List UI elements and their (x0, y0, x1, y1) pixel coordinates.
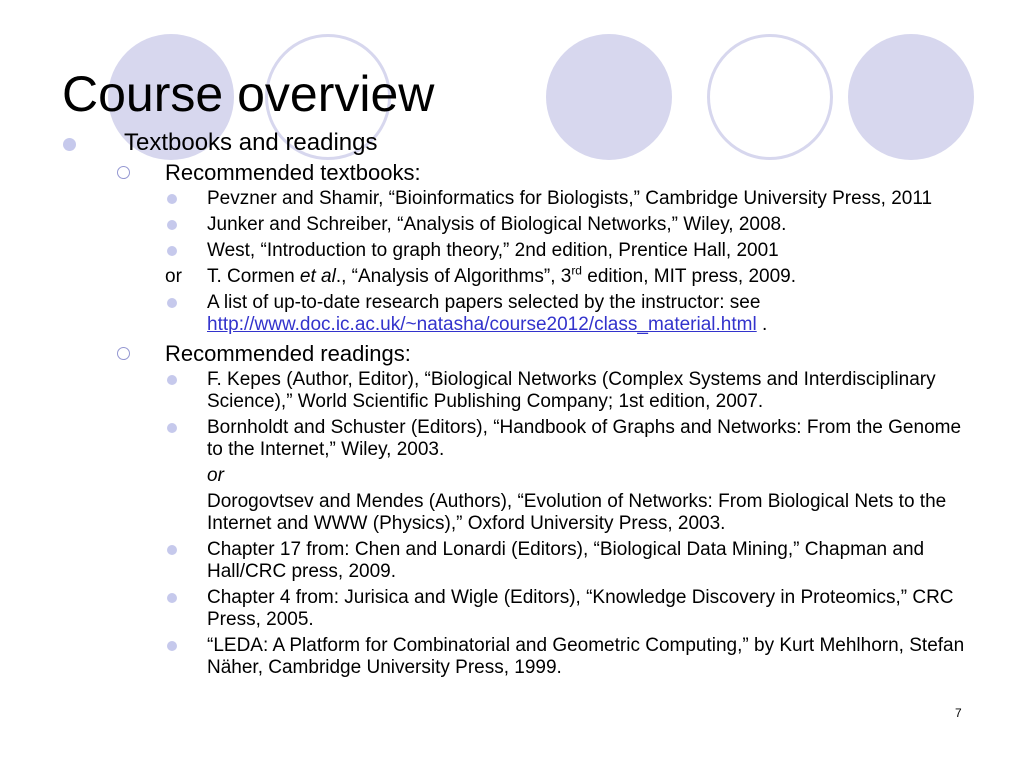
reading-item: F. Kepes (Author, Editor), “Biological Networks (Complex Systems and Interdisciplinary Science),” World Scientific Publishing Company; 1st edition, 2007. (207, 369, 936, 412)
bullet-dot-icon (63, 138, 76, 151)
bullet-dot-icon (167, 246, 177, 256)
list-item (0, 539, 1024, 583)
reading-item: Bornholdt and Schuster (Editors), “Handbook of Graphs and Networks: From the Genome to the Internet,” Wiley, 2003. (207, 417, 962, 460)
reading-alternative: Dorogovtsev and Mendes (Authors), “Evolution of Networks: From Biological Nets to the Internet and WWW (Physics),” Oxford University Press, 2003. (207, 491, 947, 534)
reading-or-line (0, 465, 1024, 487)
reading-alternative-row (0, 491, 1024, 535)
papers-text: A list of up-to-date research papers selected by the instructor: see (207, 292, 761, 313)
list-item-alternative (0, 263, 1024, 288)
bullet-dot-icon (167, 423, 177, 433)
textbook-item: Pevzner and Shamir, “Bioinformatics for Biologists,” Cambridge University Press, 2011 (207, 188, 933, 209)
bullet-dot-icon (167, 641, 177, 651)
bullet-dot-icon (167, 220, 177, 230)
list-item (0, 240, 1024, 262)
textbook-item: West, “Introduction to graph theory,” 2nd edition, Prentice Hall, 2001 (207, 240, 779, 261)
textbook-alternative (207, 263, 982, 288)
page-number: 7 (955, 706, 962, 720)
bullet-dot-icon (167, 593, 177, 603)
slide-title: Course overview (62, 66, 435, 122)
list-item (0, 188, 1024, 210)
alt-superscript: rd (571, 263, 582, 278)
papers-after-link: . (756, 314, 768, 335)
bullet-dot-icon (167, 298, 177, 308)
bullet-dot-icon (167, 194, 177, 204)
section-heading: Textbooks and readings (124, 129, 378, 156)
alt-suffix: edition, MIT press, 2009. (581, 266, 797, 287)
alt-italic: et al (299, 266, 336, 287)
alt-prefix: T. Cormen (207, 266, 300, 287)
list-item (0, 587, 1024, 631)
papers-item (207, 292, 982, 336)
list-item (0, 292, 1024, 336)
slide-content (0, 128, 1024, 683)
bullet-ring-icon (117, 166, 130, 179)
alt-middle: ., “Analysis of Algorithms”, 3 (335, 266, 572, 287)
readings-heading: Recommended readings: (165, 341, 411, 366)
reading-or: or (207, 465, 224, 486)
list-item (0, 214, 1024, 236)
reading-item: “LEDA: A Platform for Combinatorial and Geometric Computing,” by Kurt Mehlhorn, Stefan Näher, Cambridge University Press, 1999. (207, 635, 965, 678)
bullet-textbooks-heading (0, 159, 1024, 186)
bullet-dot-icon (167, 375, 177, 385)
reading-item: Chapter 4 from: Jurisica and Wigle (Editors), “Knowledge Discovery in Proteomics,” CRC Press, 2005. (207, 587, 954, 630)
textbook-item: Junker and Schreiber, “Analysis of Biological Networks,” Wiley, 2008. (207, 214, 787, 235)
list-item (0, 369, 1024, 413)
textbooks-heading: Recommended textbooks: (165, 160, 421, 185)
bullet-ring-icon (117, 347, 130, 360)
reading-item: Chapter 17 from: Chen and Lonardi (Editors), “Biological Data Mining,” Chapman and Hall/CRC press, 2009. (207, 539, 925, 582)
or-marker: or (165, 266, 182, 287)
bullet-readings-heading (0, 340, 1024, 367)
list-item (0, 635, 1024, 679)
list-item (0, 417, 1024, 461)
class-material-link[interactable]: http://www.doc.ic.ac.uk/~natasha/course2012/class_material.html (207, 314, 757, 335)
bullet-section (0, 128, 1024, 158)
bullet-dot-icon (167, 545, 177, 555)
